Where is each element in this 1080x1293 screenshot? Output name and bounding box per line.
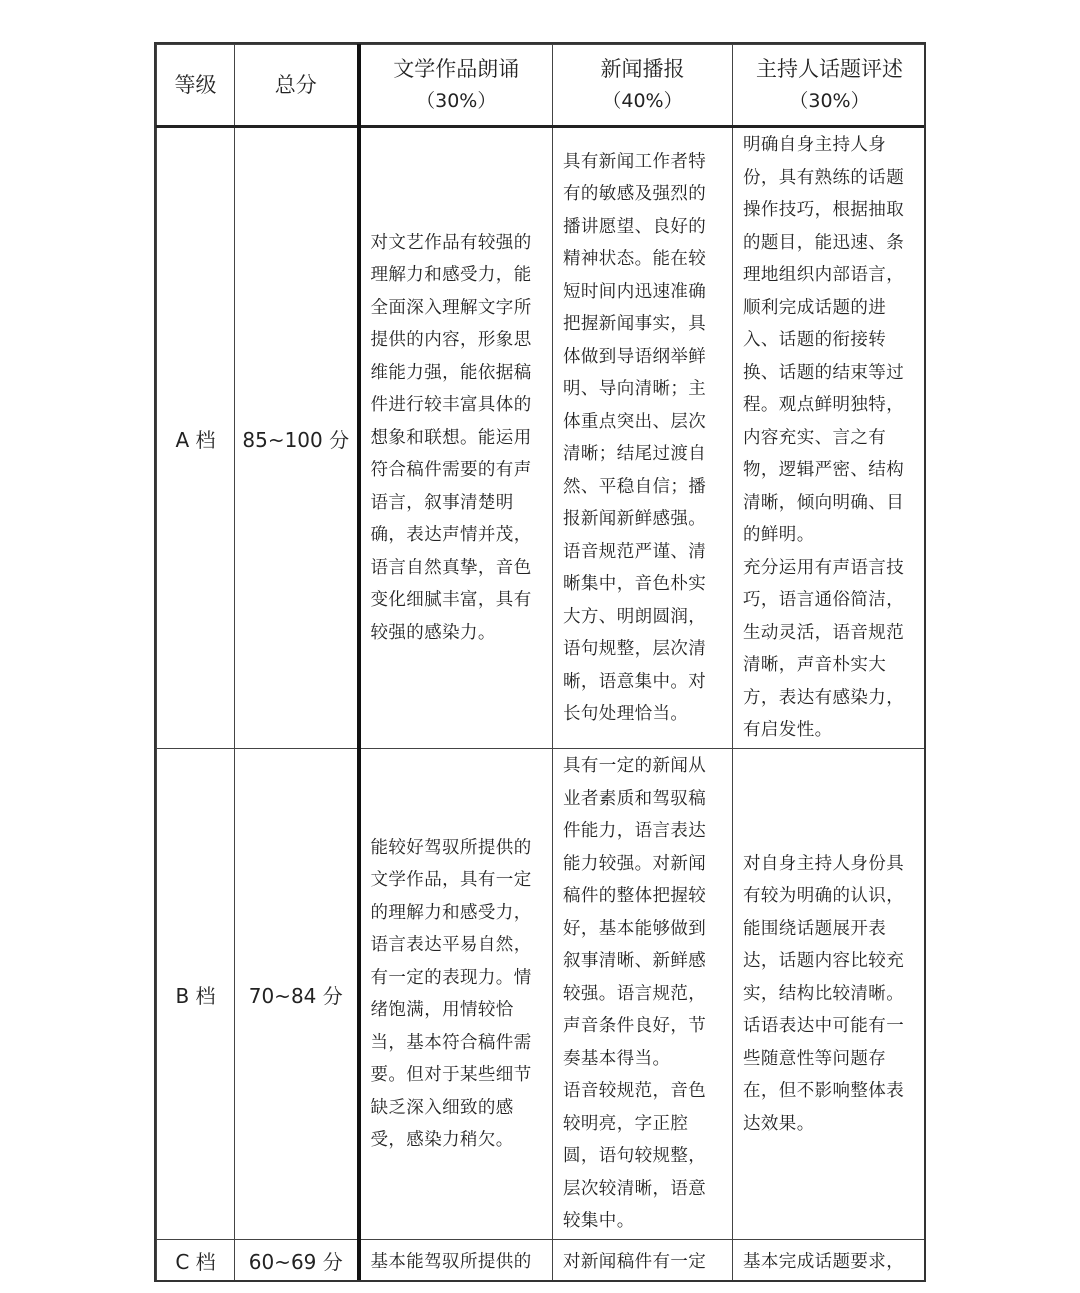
header-row xyxy=(157,45,927,127)
grade-cell: B 档 xyxy=(157,749,235,1240)
header-literature xyxy=(359,45,553,127)
table-row-a xyxy=(157,127,927,749)
header-news-pct: （40%） xyxy=(602,90,683,112)
literature-cell: 基本能驾驭所提供的 xyxy=(359,1240,553,1283)
grade-cell: A 档 xyxy=(157,127,235,749)
host-cell xyxy=(733,127,927,749)
header-grade: 等级 xyxy=(157,45,235,127)
news-paragraph-2: 语音较规范，音色较明亮，字正腔圆，语句较规整，层次较清晰，语意较集中。 xyxy=(563,1081,707,1232)
header-host-label: 主持人话题评述 xyxy=(756,57,903,81)
header-news xyxy=(553,45,733,127)
header-host-pct: （30%） xyxy=(789,90,870,112)
table-row-c xyxy=(157,1240,927,1283)
news-cell xyxy=(553,127,733,749)
news-paragraph-1: 具有一定的新闻从业者素质和驾驭稿件能力，语言表达能力较强。对新闻稿件的整体把握较好，基本能够做到叙事清晰、新鲜感较强。语言规范，声音条件良好，节奏基本得当。 xyxy=(563,756,707,1069)
header-host xyxy=(733,45,927,127)
header-literature-pct: （30%） xyxy=(416,90,497,112)
news-paragraph-1: 具有新闻工作者特有的敏感及强烈的播讲愿望、良好的精神状态。能在较短时间内迅速准确把握新闻事实，具体做到导语纲举鲜明、导向清晰；主体重点突出、层次清晰；结尾过渡自然、平稳自信；播报新闻新鲜感强。 xyxy=(563,151,707,529)
news-paragraph-2: 语音规范严谨、清晰集中，音色朴实大方、明朗圆润，语句规整，层次清晰，语意集中。对长句处理恰当。 xyxy=(563,541,707,724)
news-cell: 对新闻稿件有一定 xyxy=(553,1240,733,1283)
header-literature-label: 文学作品朗诵 xyxy=(393,57,520,81)
host-cell: 对自身主持人身份具有较为明确的认识，能围绕话题展开表达，话题内容比较充实，结构比较清晰。话语表达中可能有一些随意性等问题存在，但不影响整体表达效果。 xyxy=(733,749,927,1240)
host-paragraph-1: 明确自身主持人身份，具有熟练的话题操作技巧，根据抽取的题目，能迅速、条理地组织内部语言，顺利完成话题的进入、话题的衔接转换、话题的结束等过程。观点鲜明独特，内容充实、言之有物，逻辑严密、结构清晰，倾向明确、目的鲜明。 xyxy=(743,135,905,546)
header-news-label: 新闻播报 xyxy=(600,57,685,81)
news-cell xyxy=(553,749,733,1240)
host-cell: 基本完成话题要求， xyxy=(733,1240,927,1283)
literature-cell: 对文艺作品有较强的理解力和感受力，能全面深入理解文字所提供的内容，形象思维能力强，能依据稿件进行较丰富具体的想象和联想。能运用符合稿件需要的有声语言，叙事清楚明确，表达声情并茂，语言自然真挚，音色变化细腻丰富，具有较强的感染力。 xyxy=(359,127,553,749)
total-cell: 70~84 分 xyxy=(235,749,359,1240)
table-row-b xyxy=(157,749,927,1240)
literature-cell: 能较好驾驭所提供的文学作品，具有一定的理解力和感受力，语言表达平易自然，有一定的表现力。情绪饱满，用情较恰当，基本符合稿件需要。但对于某些细节缺乏深入细致的感受，感染力稍欠。 xyxy=(359,749,553,1240)
grade-cell: C 档 xyxy=(157,1240,235,1283)
host-paragraph-2: 充分运用有声语言技巧，语言通俗简洁，生动灵活，语音规范清晰，声音朴实大方，表达有感染力，有启发性。 xyxy=(743,557,905,741)
total-cell: 60~69 分 xyxy=(235,1240,359,1283)
total-cell: 85~100 分 xyxy=(235,127,359,749)
scoring-table-container xyxy=(154,42,926,1282)
header-total: 总分 xyxy=(235,45,359,127)
scoring-rubric-table xyxy=(156,44,926,1282)
